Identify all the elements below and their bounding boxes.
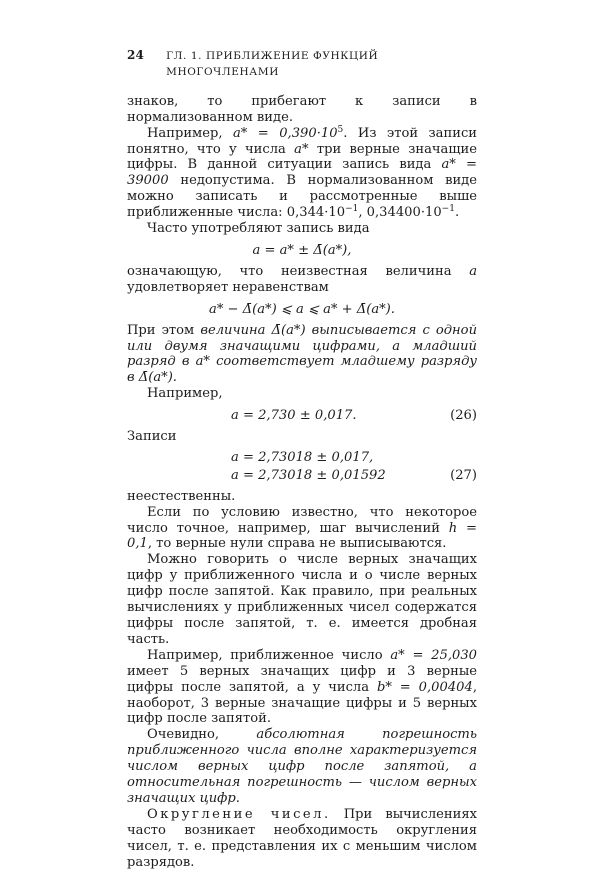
paragraph [127, 221, 477, 237]
book-page [127, 48, 477, 871]
math: b* = 0,00404 [376, 679, 473, 695]
paragraph [127, 648, 477, 728]
paragraph [127, 552, 477, 647]
text: Часто употребляют запись вида [147, 221, 370, 237]
paragraph [127, 264, 477, 296]
equation-group-27 [127, 450, 477, 484]
equation-number: (27) [450, 467, 477, 483]
superscript: −1 [441, 204, 455, 215]
text: При этом [127, 322, 201, 338]
section-heading: Округление чисел. [147, 806, 331, 822]
equation [127, 243, 477, 259]
math: a* = 0,390·10 [233, 125, 338, 141]
superscript: −1 [345, 204, 359, 215]
text: Например, [147, 386, 223, 402]
text: удовлетворяет неравенствам [127, 279, 329, 295]
math: a* [294, 141, 309, 157]
equation-body: a = 2,73018 ± 0,01592 [231, 467, 386, 483]
paragraph [127, 94, 477, 126]
equation [127, 302, 477, 318]
text: означающую, что неизвестная величина [127, 263, 470, 279]
math: a [469, 263, 477, 279]
equation-body: a = 2,730 ± 0,017. [231, 408, 357, 424]
paragraph [127, 505, 477, 553]
text: Например, [147, 125, 233, 141]
equation-number: (26) [450, 408, 477, 424]
paragraph [127, 727, 477, 807]
text: , то верные нули справа не выписываются. [147, 536, 447, 552]
text: Если по условию известно, что некоторое число точное, например, шаг вычислений [127, 504, 477, 536]
text: . [454, 205, 460, 221]
text: При вычислениях часто возникает необходимость округления чисел, т. е. представления их с меньшим числом разрядов. [127, 806, 477, 870]
equation-body: a = 2,73018 ± 0,017, [231, 449, 374, 465]
text: знаков, то прибегают к записи в нормализованном виде. [127, 93, 477, 125]
text: неестественны. [127, 488, 236, 504]
math: h = 0,1 [127, 520, 477, 552]
text: Очевидно, [147, 727, 257, 743]
paragraph [127, 323, 477, 387]
text: , 0,34400·10 [358, 205, 442, 221]
paragraph [127, 126, 477, 221]
superscript: 5 [337, 124, 344, 135]
equation [127, 450, 477, 466]
text: , наоборот, 3 верные значащие цифры и 5 верных цифр после запятой. [127, 679, 477, 727]
math: a* = 39000 [127, 157, 477, 189]
equation-body: a* − Δ̄(a*) ⩽ a ⩽ a* + Δ̄(a*). [209, 301, 395, 317]
equation [127, 468, 477, 484]
text: недопустима. В нормализованном виде можно записать и рассмотренные выше приближенные числа: 0,344·10 [127, 173, 477, 221]
text: Можно говорить о числе верных значащих цифр у приближенного числа и о числе верных цифр после запятой. Как правило, при реальных вычислениях у приближенных чисел содержатся цифры после запятой, т. е. имеется дробная часть. [127, 552, 477, 647]
text: Например, приближенное число [147, 647, 391, 663]
chapter-title: ГЛ. 1. ПРИБЛИЖЕНИЕ ФУНКЦИЙ МНОГОЧЛЕНАМИ [166, 50, 379, 78]
equation-body: a = a* ± Δ̄(a*), [252, 242, 352, 258]
text: три верные значащие цифры. В данной ситуации запись вида [127, 141, 477, 173]
emphasis: абсолютная погрешность приближенного числа вполне характеризуется числом верных цифр после запятой, а относительная погрешность — числом верных значащих цифр. [127, 727, 477, 806]
text: имеет 5 верных значащих цифр и 3 верные цифры после запятой, а у числа [127, 663, 477, 695]
emphasis: величина Δ̄(a*) выписывается с одной или двумя значащими цифрами, а младший разряд в a* соответствует младшему разряду в Δ̄(a*). [127, 322, 477, 386]
page-number: 24 [127, 48, 145, 62]
text: Записи [127, 429, 177, 445]
math: a* = 25,030 [390, 647, 477, 663]
paragraph [127, 429, 477, 445]
paragraph [127, 489, 477, 505]
text: . Из этой записи понятно, что у числа [127, 125, 478, 157]
equation-26 [127, 408, 477, 424]
running-head [127, 48, 477, 81]
paragraph [127, 807, 477, 871]
paragraph [127, 386, 477, 402]
